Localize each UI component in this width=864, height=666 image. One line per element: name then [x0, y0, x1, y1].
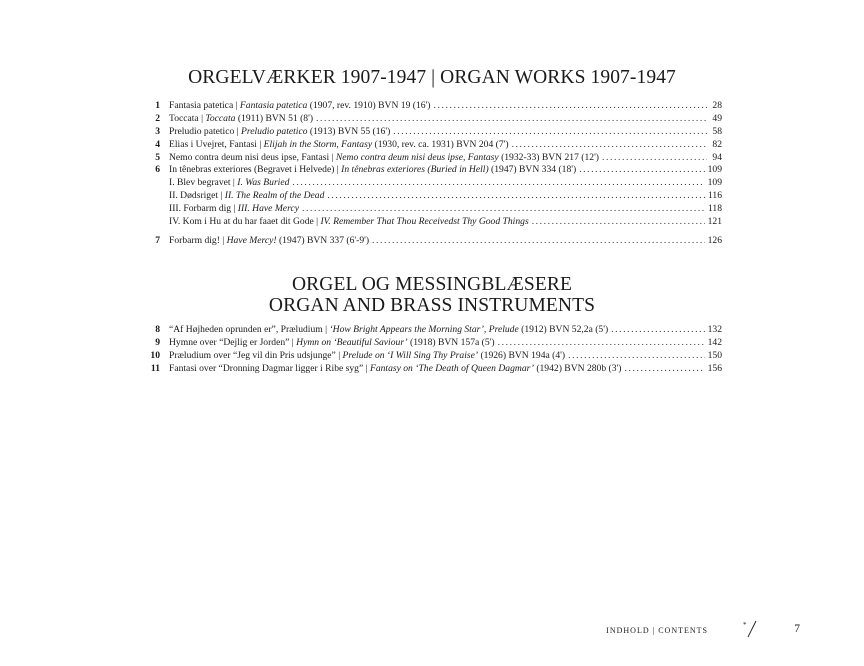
leader-dots: [498, 337, 705, 350]
entry-page: 109: [707, 164, 722, 176]
toc-entry: [142, 152, 722, 165]
section-title-organ-works: ORGELVÆRKER 1907-1947 | ORGAN WORKS 1907-1947: [188, 67, 676, 88]
toc-entry: [142, 164, 722, 177]
entry-page: 150: [707, 349, 722, 361]
toc-entry: [142, 100, 722, 113]
toc-entry: [142, 113, 722, 126]
entry-title: In tênebras exteriores (Begravet i Helvede) | In tênebras exteriores (Buried in Hell) (1947) BVN 334 (18'): [169, 164, 577, 176]
leader-dots: [611, 324, 704, 337]
leader-dots: [393, 126, 707, 139]
entry-title: Nemo contra deum nisi deus ipse, Fantasi | Nemo contra deum nisi deus ipse, Fantasy (1932-33) BVN 217 (12'): [169, 151, 599, 163]
entry-number: 10: [150, 349, 160, 361]
entry-page: 28: [712, 100, 722, 111]
entry-page: 82: [712, 138, 722, 150]
entry-number: 5: [155, 151, 160, 163]
entry-number: 9: [155, 336, 160, 348]
entry-title: Toccata | Toccata (1911) BVN 51 (8'): [169, 112, 314, 124]
leader-dots: [532, 216, 705, 229]
entry-page: 116: [707, 190, 722, 202]
toc-entry: [142, 235, 722, 248]
entry-page: 58: [712, 125, 722, 137]
entry-page: 142: [707, 336, 722, 348]
entry-title: III. Forbarm dig | III. Have Mercy: [169, 203, 299, 215]
entry-page: 132: [707, 324, 722, 335]
leader-dots: [302, 203, 705, 216]
leader-dots: [602, 152, 707, 165]
entry-page: 121: [707, 216, 722, 228]
toc-subentry: [142, 190, 722, 203]
entry-title: Præludium over “Jeg vil din Pris udsjunge” | Prelude on ‘I Will Sing Thy Praise’ (1926) BVN 194a (4'): [169, 349, 566, 361]
entry-title: Forbarm dig! | Have Mercy! (1947) BVN 337 (6'-9'): [169, 234, 370, 246]
leader-dots: [316, 113, 707, 126]
entry-number: 3: [155, 125, 160, 137]
entry-number: 4: [155, 138, 160, 150]
entry-page: 49: [712, 112, 722, 124]
leader-dots: [624, 363, 704, 376]
leader-dots: [568, 350, 705, 363]
entry-title: Elias i Uvejret, Fantasi | Elijah in the Storm, Fantasy (1930, rev. ca. 1931) BVN 204 (7'): [169, 138, 509, 150]
entry-page: 118: [707, 203, 722, 215]
leader-dots: [433, 100, 707, 113]
running-footer-label: INDHOLD | CONTENTS: [606, 626, 708, 635]
toc-subentry: [142, 177, 722, 190]
entry-title: Fantasia patetica | Fantasia patetica (1907, rev. 1910) BVN 19 (16'): [169, 100, 431, 111]
leader-dots: [579, 164, 704, 177]
entry-page: 126: [707, 234, 722, 246]
entry-title: Hymne over “Dejlig er Jorden” | Hymn on ‘Beautiful Saviour’ (1918) BVN 157a (5'): [169, 336, 495, 348]
page-footer: [600, 623, 800, 639]
leader-dots: [512, 139, 707, 152]
leader-dots: [372, 235, 705, 248]
section-title-line-english: ORGAN AND BRASS INSTRUMENTS: [268, 295, 596, 316]
entry-title: Fantasi over “Dronning Dagmar ligger i Ribe syg” | Fantasy on ‘The Death of Queen Dagmar’ (1942) BVN 280b (3'): [169, 362, 622, 374]
entry-number: 7: [155, 234, 160, 246]
toc-entry: [142, 363, 722, 376]
toc-entry: [142, 337, 722, 350]
toc-subentry: [142, 216, 722, 229]
entry-title: I. Blev begravet | I. Was Buried: [169, 177, 290, 189]
entry-number: 11: [150, 362, 160, 374]
entry-title: “Af Højheden oprunden er”, Præludium | ‘How Bright Appears the Morning Star’, Prelude (1912) BVN 52,2a (5'): [169, 324, 609, 335]
entry-title: IV. Kom i Hu at du har faaet dit Gode | IV. Remember That Thou Receivedst Thy Good Things: [169, 216, 529, 228]
entry-title: Preludio patetico | Preludio patetico (1913) BVN 55 (16'): [169, 125, 391, 137]
entry-title: II. Dødsriget | II. The Realm of the Dead: [169, 190, 325, 202]
toc-entry: [142, 324, 722, 337]
leader-dots: [327, 190, 705, 203]
publisher-logo-icon: [742, 619, 760, 639]
toc-entry: [142, 350, 722, 363]
entry-page: 109: [707, 177, 722, 189]
toc-organ-works: [142, 100, 722, 248]
page-number: 7: [794, 623, 800, 635]
entry-page: 156: [707, 362, 722, 374]
svg-text:*: *: [743, 621, 747, 629]
entry-page: 94: [712, 151, 722, 163]
toc-entry: [142, 126, 722, 139]
entry-number: 8: [155, 324, 160, 335]
toc-entry: [142, 139, 722, 152]
entry-number: 1: [155, 100, 160, 111]
section-title-line-danish: ORGEL OG MESSINGBLÆSERE: [291, 274, 572, 295]
toc-subentry: [142, 203, 722, 216]
entry-number: 2: [155, 112, 160, 124]
entry-number: 6: [155, 164, 160, 176]
leader-dots: [292, 177, 704, 190]
section-title-organ-and-brass: [0, 274, 864, 316]
toc-organ-and-brass: [142, 324, 722, 376]
